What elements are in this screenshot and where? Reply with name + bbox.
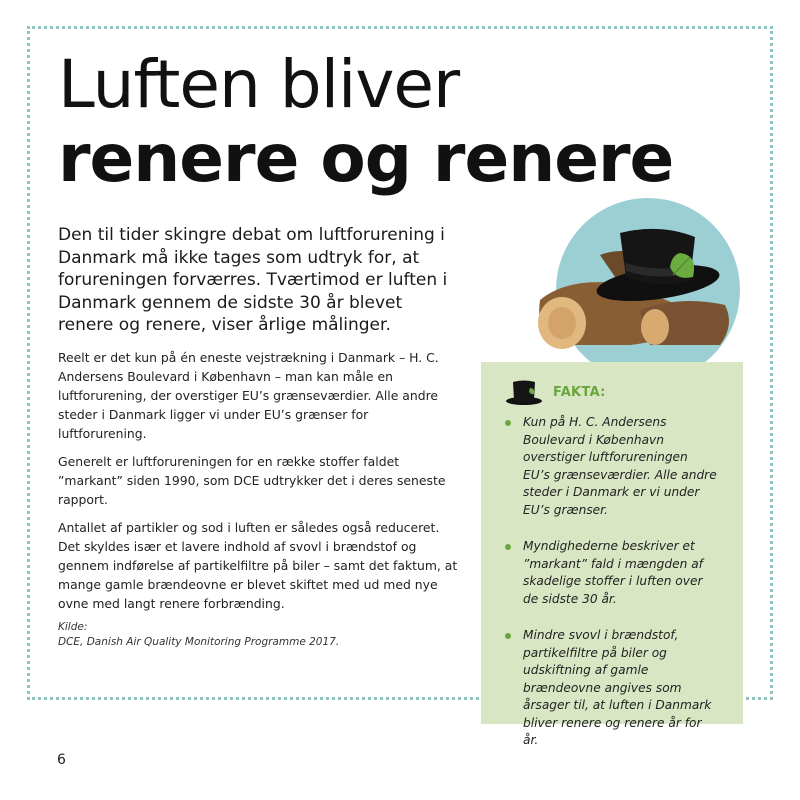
bullet-icon [505, 544, 511, 550]
body-paragraph-3: Antallet af partikler og sod i luften er således også reduceret. Det skyldes især et lavere indhold af svovl i brændstof og gennem indførelse af partikelfiltre på biler – samt det faktum, at mange gamle brændeovne er blevet skiftet med ud med nye ovne med langt renere forbrænding. [58, 520, 458, 611]
body-paragraph-2: Generelt er luftforureningen for en række stoffer faldet ”markant” siden 1990, som DCE udtrykker det i deres seneste rapport. [58, 454, 446, 507]
source-note [58, 620, 458, 650]
fact-heading [505, 378, 606, 406]
body-text [58, 348, 458, 622]
fact-item [505, 538, 717, 608]
bullet-icon [505, 633, 511, 639]
title-line-2: renere og renere [58, 120, 674, 197]
page-title [58, 46, 674, 197]
source-text: DCE, Danish Air Quality Monitoring Programme 2017. [58, 636, 340, 648]
fact-item [505, 627, 717, 750]
body-paragraph-1: Reelt er det kun på én eneste vejstrækning i Danmark – H. C. Andersens Boulevard i København – man kan måle en luftforurening, der overstiger EU’s grænseværdier. Alle andre steder i Danmark ligger vi under EU’s grænser for luftforurening. [58, 350, 439, 441]
fact-label: FAKTA: [553, 384, 606, 400]
lead-paragraph: Den til tider skingre debat om luftforurening i Danmark må ikke tages som udtryk for, at forureningen forværres. Tværtimod er luften i Danmark gennem de sidste 30 år blevet renere og renere, viser årlige målinger. [58, 225, 448, 335]
bullet-icon [505, 420, 511, 426]
fact-list [505, 414, 717, 750]
top-hat-icon [505, 378, 543, 406]
fact-item [505, 414, 717, 519]
source-label: Kilde: [58, 621, 88, 633]
fact-text: Mindre svovl i brændstof, partikelfiltre på biler og udskiftning af gamle brændeovne angives som årsager til, at luften i Danmark bliver renere og renere år for år. [523, 628, 712, 747]
fact-text: Kun på H. C. Andersens Boulevard i København overstiger luftforureningen EU’s grænseværdier. Alle andre steder i Danmark er vi under EU’s grænser. [523, 415, 717, 517]
title-line-1: Luften bliver [58, 46, 460, 123]
page-number: 6 [57, 752, 66, 768]
fact-text: Myndighederne beskriver et ”markant” fald i mængden af skadelige stoffer i luften over de sidste 30 år. [523, 539, 703, 606]
top-hat-on-firewood-illustration [530, 215, 740, 365]
